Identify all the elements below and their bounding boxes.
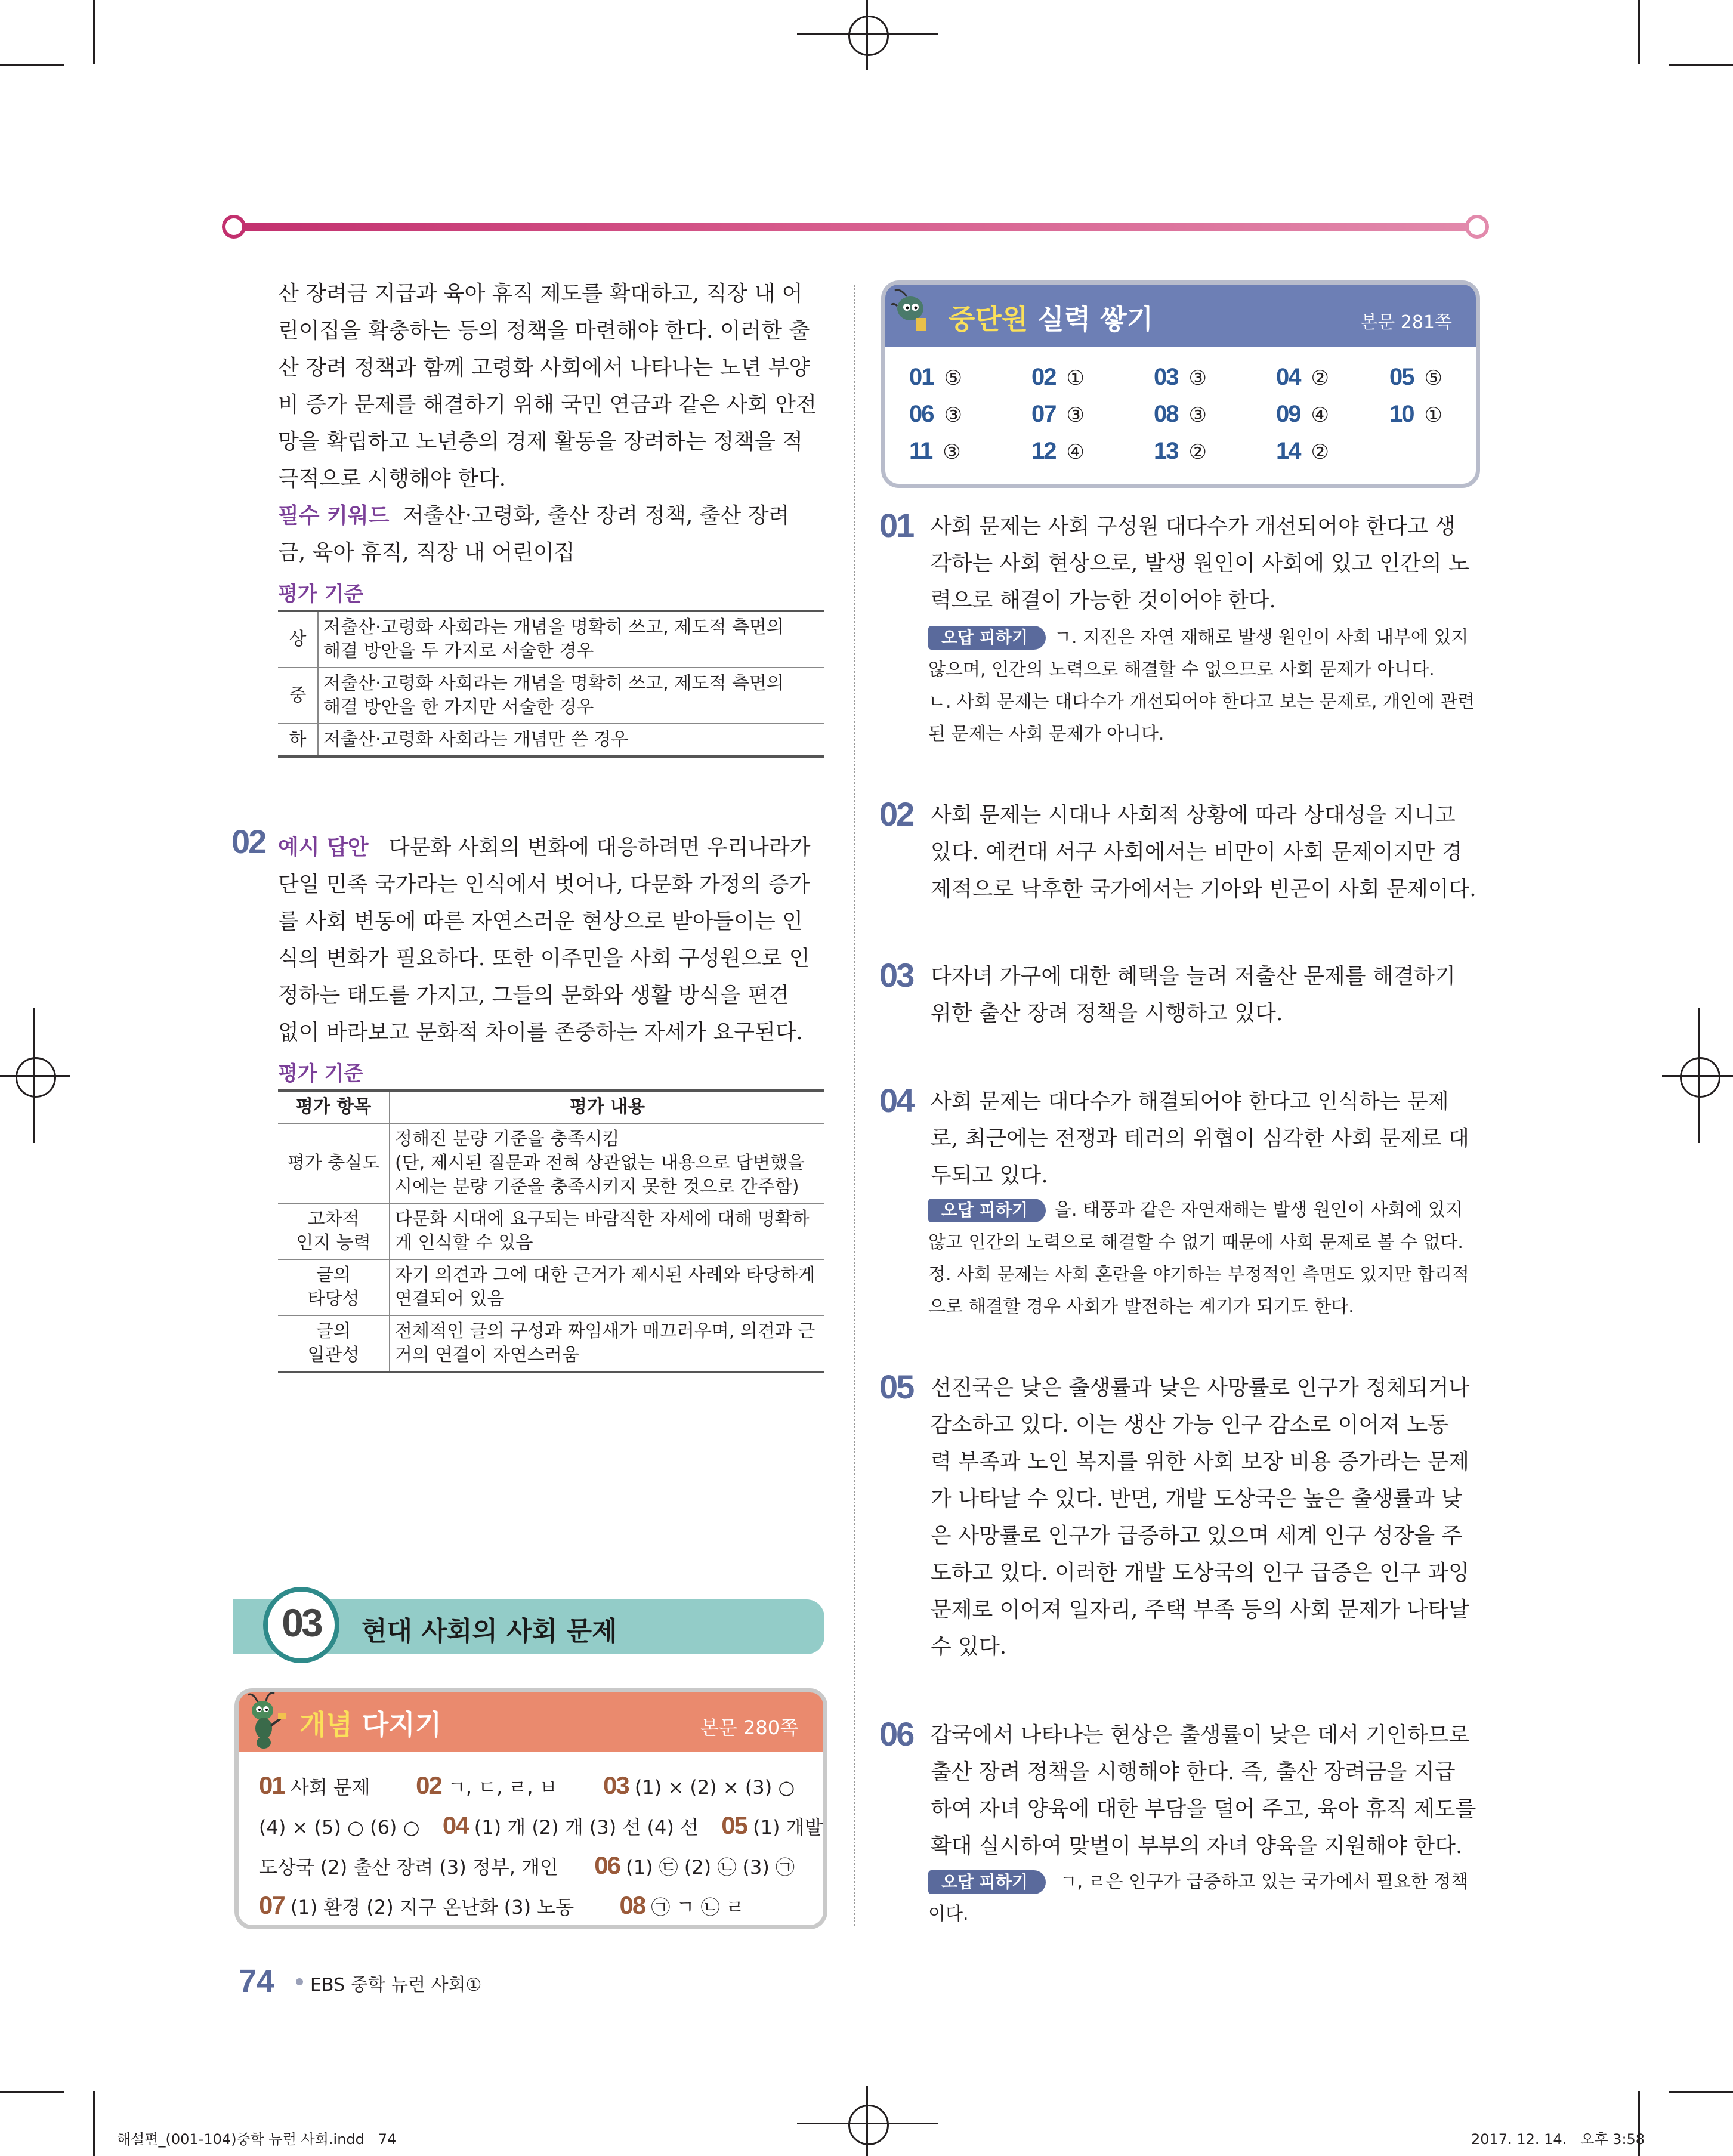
content-line: 시에는 분량 기준을 충족시키지 못한 것으로 간주함): [395, 1176, 799, 1197]
answer-value: ④: [1311, 403, 1329, 427]
text-line: 망을 확립하고 노년층의 경제 활동을 장려하는 정책을 적: [278, 430, 803, 454]
answer-row: [259, 1846, 814, 1886]
text-line: 산 장려 정책과 함께 고령화 사회에서 나타나는 노년 부양: [278, 356, 810, 380]
text-line: 확대 실시하여 맞벌이 부부의 자녀 양육을 지원해야 한다.: [931, 1834, 1463, 1858]
answer-item: [1031, 359, 1085, 400]
text-line: 사회 문제는 대다수가 해결되어야 한다고 인식하는 문제: [931, 1089, 1449, 1114]
answer-value: ③: [943, 440, 961, 464]
mid-page-ref: 본문 281쪽: [1360, 312, 1452, 333]
item-cell: [278, 1123, 390, 1203]
answer-number: 07: [259, 1891, 285, 1919]
answer-item: [1276, 396, 1329, 437]
text-line: 하여 자녀 양육에 대한 부담을 덜어 주고, 육아 휴직 제도를: [931, 1797, 1476, 1821]
answer-number: 07: [1031, 401, 1056, 427]
answer-text: 다문화 사회의 변화에 대응하려면 우리나라가: [388, 835, 811, 860]
answer-number: 12: [1031, 438, 1056, 464]
text-line: 로, 최근에는 전쟁과 테러의 위협이 심각한 사회 문제로 대: [931, 1126, 1469, 1151]
q02-answer: [278, 829, 827, 1051]
answer-item: [1154, 433, 1207, 474]
answer-value: ⑤: [944, 366, 962, 390]
table-row: [278, 611, 824, 668]
answer-item: [1031, 396, 1085, 437]
q03-number: 03: [879, 956, 913, 994]
answer-number: 04: [442, 1811, 468, 1839]
answer-text: 사회 문제: [290, 1776, 370, 1799]
q04-wrong-answer: [928, 1194, 1483, 1323]
answer-number: 11: [909, 438, 932, 464]
content-cell: [390, 1203, 824, 1259]
text-line: 사회 문제는 사회 구성원 대다수가 개선되어야 한다고 생: [931, 514, 1456, 539]
text-line: 비 증가 문제를 해결하기 위해 국민 연금과 같은 사회 안전: [278, 393, 817, 417]
q05-number: 05: [879, 1368, 913, 1406]
text-line: 식의 변화가 필요하다. 또한 이주민을 사회 구성원으로 인: [278, 946, 810, 971]
answer-number: 06: [594, 1851, 620, 1879]
item-line: 평가 충실도: [287, 1153, 380, 1173]
content-line: 다문화 시대에 요구되는 바람직한 자세에 대해 명확하: [395, 1209, 810, 1230]
mid-review-header: [885, 285, 1476, 347]
text-line: 문제로 이어져 일자리, 주택 부족 등의 사회 문제가 나타날: [931, 1598, 1469, 1622]
desc-line: 저출산·고령화 사회라는 개념을 명확히 쓰고, 제도적 측면의: [323, 673, 784, 694]
item-cell: [278, 1315, 390, 1372]
answer-number: 09: [1276, 401, 1300, 427]
text-line: [928, 1866, 1483, 1898]
content-line: 자기 의견과 그에 대한 근거가 제시된 사례와 타당하게: [395, 1265, 815, 1286]
answer-value: ④: [1066, 440, 1085, 464]
q02-number: 02: [231, 823, 265, 860]
desc-line: 저출산·고령화 사회라는 개념을 명확히 쓰고, 제도적 측면의: [323, 617, 784, 638]
text-line: 은 사망률로 인구가 급증하고 있으며 세계 인구 성장을 주: [931, 1524, 1463, 1548]
top-bar-dot-right: [1465, 215, 1489, 239]
keyword-text: 금, 육아 휴직, 직장 내 어린이집: [278, 540, 575, 565]
mid-title-b: 실력 쌓기: [1037, 303, 1154, 335]
text-line: 수 있다.: [931, 1635, 1007, 1659]
answer-text: ㄱ, ㄷ, ㄹ, ㅂ: [447, 1776, 558, 1799]
answer-item: [909, 433, 961, 474]
content-cell: [390, 1123, 824, 1203]
text-line: 극적으로 시행해야 한다.: [278, 467, 506, 491]
section-number: 03: [282, 1601, 321, 1645]
content-line: 거의 연결이 자연스러움: [395, 1345, 579, 1366]
answer-text: (1) ㉢ (2) ㉡ (3) ㉠: [626, 1856, 795, 1879]
answer-value: ③: [1188, 366, 1207, 390]
content-line: (단, 제시된 질문과 전혀 상관없는 내용으로 답변했을: [395, 1153, 805, 1173]
answer-item: [909, 396, 962, 437]
q02-right-number: 02: [879, 795, 913, 833]
answer-value: ①: [1066, 366, 1085, 390]
answer-value: ②: [1311, 366, 1329, 390]
q01-explanation: [931, 508, 1479, 619]
wrong-answer-badge: 오답 피하기: [928, 1199, 1046, 1222]
desc-cell: [318, 724, 824, 756]
text-line: 선진국은 낮은 출생률과 낮은 사망률로 인구가 정체되거나: [931, 1376, 1470, 1400]
text-line: 단일 민족 국가라는 인식에서 벗어나, 다문화 가정의 증가: [278, 872, 810, 897]
text-line: 제적으로 낙후한 국가에서는 기아와 빈곤이 사회 문제이다.: [931, 877, 1476, 901]
text-line: 를 사회 변동에 따른 자연스러운 현상으로 받아들이는 인: [278, 909, 803, 934]
text-line: 도하고 있다. 이러한 개발 도상국의 인구 급증은 인구 과잉: [931, 1561, 1469, 1585]
content-line: 정해진 분량 기준을 충족시킴: [395, 1129, 620, 1150]
item-line: 타당성: [307, 1289, 360, 1309]
answer-number: 05: [1389, 364, 1414, 390]
answer-value: ②: [1188, 440, 1207, 464]
answer-row: [259, 1886, 814, 1926]
text-line: 없이 바라보고 문화적 차이를 존중하는 자세가 요구된다.: [278, 1020, 803, 1045]
text-line: ㄴ. 사회 문제는 대다수가 개선되어야 한다고 보는 문제로, 개인에 관련: [928, 691, 1475, 712]
answer-value: ③: [1188, 403, 1207, 427]
answer-number: 08: [1154, 401, 1178, 427]
keyword-text: 저출산·고령화, 출산 장려 정책, 출산 장려: [403, 504, 790, 528]
print-date: 2017. 12. 14. 오후 3:58: [1471, 2131, 1645, 2148]
answer-text: ㉠ ㄱ ㉡ ㄹ: [651, 1896, 745, 1919]
answer-value: ③: [944, 403, 962, 427]
text-line: 다자녀 가구에 대한 혜택을 늘려 저출산 문제를 해결하기: [931, 964, 1456, 989]
concept-title: [299, 1703, 441, 1743]
item-line: 일관성: [307, 1345, 360, 1366]
table-row: [278, 1203, 824, 1259]
table-row: [278, 1259, 824, 1315]
answer-item: [1276, 359, 1329, 400]
desc-line: 해결 방안을 두 가지로 서술한 경우: [323, 641, 594, 662]
concept-title-a: 개념: [299, 1709, 353, 1741]
content-line: 게 인식할 수 있음: [395, 1233, 533, 1253]
text-line: 가 나타날 수 있다. 반면, 개발 도상국은 높은 출생률과 낮: [931, 1487, 1462, 1511]
answer-text: (1) 개 (2) 개 (3) 선 (4) 선: [474, 1816, 699, 1839]
intro-paragraph: [278, 276, 827, 572]
q04-explanation: [931, 1083, 1479, 1194]
text-line: 력으로 해결이 가능한 것이어야 한다.: [931, 588, 1276, 613]
answer-item: [1031, 433, 1085, 474]
answer-number: 03: [603, 1771, 629, 1799]
q02-explanation: [931, 797, 1479, 908]
answer-item: [1276, 433, 1329, 474]
item-cell: [278, 1203, 390, 1259]
answer-row: [259, 1806, 823, 1846]
text-line: 력 부족과 노인 복지를 위한 사회 보장 비용 증가라는 문제: [931, 1450, 1469, 1474]
page-number: 74: [239, 1963, 275, 1999]
item-line: 고차적: [307, 1209, 360, 1230]
text-line: 각하는 사회 현상으로, 발생 원인이 사회에 있고 인간의 노: [931, 551, 1469, 576]
answer-number: 02: [1031, 364, 1056, 390]
answer-number: 05: [721, 1811, 747, 1839]
keyword-line: [278, 498, 827, 535]
answer-number: 03: [1154, 364, 1178, 390]
top-bar: [229, 223, 1482, 231]
wrong-text: ㄱ, ㄹ은 인구가 급증하고 있는 국가에서 필요한 정책: [1059, 1871, 1469, 1892]
table-row: [278, 668, 824, 724]
table-header-row: [278, 1091, 824, 1123]
answer-value: ②: [1311, 440, 1329, 464]
answer-item: [909, 359, 962, 400]
text-line: 있다. 예컨대 서구 사회에서는 비만이 사회 문제이지만 경: [931, 840, 1463, 864]
item-line: 인지 능력: [296, 1233, 371, 1253]
evaluation-table: [278, 1089, 824, 1373]
keyword-label: 필수 키워드: [278, 504, 390, 528]
answer-number: 02: [416, 1771, 441, 1799]
answer-value: ⑤: [1424, 366, 1442, 390]
text-line: 산 장려금 지급과 육아 휴직 제도를 확대하고, 직장 내 어: [278, 282, 803, 306]
answer-text: (1) 환경 (2) 지구 온난화 (3) 노동: [290, 1896, 574, 1919]
criteria-table: [278, 610, 824, 758]
grade-cell: 하: [278, 724, 318, 756]
text-line: 정하는 태도를 가지고, 그들의 문화와 생활 방식을 편견: [278, 983, 789, 1008]
answer-value: ①: [1424, 403, 1442, 427]
ant-mascot-icon: [889, 285, 937, 344]
text-line: [928, 622, 1483, 654]
book-title: EBS 중학 뉴런 사회①: [310, 1975, 482, 1996]
file-name: 해설편_(001-104)중학 뉴런 사회.indd 74: [117, 2131, 397, 2148]
text-line: 않으며, 인간의 노력으로 해결할 수 없으므로 사회 문제가 아니다.: [928, 659, 1435, 680]
text-line: 린이집을 확충하는 등의 정책을 마련해야 한다. 이러한 출: [278, 319, 810, 343]
item-line: 글의: [316, 1321, 351, 1342]
q06-explanation: [931, 1717, 1479, 1865]
content-cell: [390, 1315, 824, 1372]
grade-cell: 상: [278, 611, 318, 668]
answer-text: (4) × (5) ○ (6) ○: [259, 1816, 420, 1839]
text-line: 않고 인간의 노력으로 해결할 수 없기 때문에 사회 문제로 볼 수 없다.: [928, 1232, 1463, 1253]
text-line: 갑국에서 나타나는 현상은 출생률이 낮은 데서 기인하므로: [931, 1723, 1470, 1747]
mid-title: [949, 298, 1153, 337]
content-line: 전체적인 글의 구성과 짜임새가 매끄러우며, 의견과 근: [395, 1321, 815, 1342]
column-header: 평가 항목: [278, 1091, 390, 1123]
item-cell: [278, 1259, 390, 1315]
q06-wrong-answer: [928, 1866, 1483, 1930]
text-line: 사회 문제는 시대나 사회적 상황에 따라 상대성을 지니고: [931, 803, 1456, 827]
q04-number: 04: [879, 1082, 913, 1119]
table-row: [278, 1123, 824, 1203]
text-line: 이다.: [928, 1904, 969, 1925]
answer-number: 06: [909, 401, 934, 427]
section-number-badge: [263, 1587, 339, 1663]
text-line: [278, 829, 827, 866]
example-answer-label: 예시 답안: [278, 835, 369, 860]
answer-number: 14: [1276, 438, 1300, 464]
answer-item: [1389, 396, 1442, 437]
criteria-label: 평가 기준: [278, 582, 364, 606]
concept-page-ref: 본문 280쪽: [700, 1716, 798, 1739]
concept-header: [239, 1692, 823, 1752]
table-row: [278, 724, 824, 756]
text-line: 으로 해결할 경우 사회가 발전하는 계기가 되기도 한다.: [928, 1296, 1354, 1317]
desc-line: 저출산·고령화 사회라는 개념만 쓴 경우: [323, 729, 629, 750]
column-header: 평가 내용: [390, 1091, 824, 1123]
answer-text: (1) × (2) × (3) ○: [634, 1776, 795, 1799]
answer-item: [1154, 396, 1207, 437]
content-line: 연결되어 있음: [395, 1289, 505, 1309]
answer-row: [259, 1766, 814, 1806]
desc-line: 해결 방안을 한 가지만 서술한 경우: [323, 697, 594, 718]
content-cell: [390, 1259, 824, 1315]
desc-cell: [318, 611, 824, 668]
section-title: 현대 사회의 사회 문제: [362, 1616, 617, 1647]
text-line: 된 문제는 사회 문제가 아니다.: [928, 724, 1164, 745]
answer-text: 도상국 (2) 출산 장려 (3) 정부, 개인: [259, 1856, 558, 1879]
answer-number: 01: [259, 1771, 285, 1799]
concept-title-b: 다지기: [362, 1709, 442, 1741]
ant-mascot-icon: [245, 1691, 292, 1751]
answer-value: ③: [1066, 403, 1085, 427]
text-line: [928, 1194, 1483, 1227]
answer-number: 08: [619, 1891, 645, 1919]
text-line: 위한 출산 장려 정책을 시행하고 있다.: [931, 1001, 1283, 1026]
text-line: 정. 사회 문제는 사회 혼란을 야기하는 부정적인 측면도 있지만 합리적: [928, 1264, 1469, 1285]
answer-text: (1) 개발: [753, 1816, 823, 1839]
answer-number: 13: [1154, 438, 1178, 464]
grade-cell: 중: [278, 668, 318, 724]
answer-number: 10: [1389, 401, 1414, 427]
answer-item: [1154, 359, 1207, 400]
answer-item: [1389, 359, 1442, 400]
q01-wrong-answer: [928, 622, 1483, 750]
concept-review-box: [234, 1688, 827, 1929]
mid-title-a: 중단원: [949, 303, 1028, 335]
text-line: 감소하고 있다. 이는 생산 가능 인구 감소로 이어져 노동: [931, 1413, 1449, 1437]
wrong-answer-badge: 오답 피하기: [928, 626, 1046, 650]
concept-answers: [259, 1766, 823, 1926]
q06-number: 06: [879, 1715, 913, 1753]
answer-number: 01: [909, 364, 934, 390]
column-divider: [854, 285, 855, 1926]
text-line: 출산 장려 정책을 시행해야 한다. 즉, 출산 장려금을 지급: [931, 1760, 1456, 1784]
item-line: 글의: [316, 1265, 351, 1286]
criteria-label: 평가 기준: [278, 1062, 364, 1086]
top-bar-dot-left: [222, 215, 246, 239]
table-row: [278, 1315, 824, 1372]
q01-number: 01: [879, 506, 913, 544]
desc-cell: [318, 668, 824, 724]
wrong-answer-badge: 오답 피하기: [928, 1870, 1046, 1894]
wrong-text: ㄱ. 지진은 자연 재해로 발생 원인이 사회 내부에 있지: [1054, 627, 1469, 648]
wrong-text: 을. 태풍과 같은 자연재해는 발생 원인이 사회에 있지: [1054, 1200, 1463, 1221]
bullet-icon: [296, 1978, 303, 1985]
text-line: 두되고 있다.: [931, 1163, 1048, 1188]
answer-number: 04: [1276, 364, 1300, 390]
q03-explanation: [931, 958, 1479, 1032]
mid-review-box: [881, 280, 1480, 488]
q05-explanation: [931, 1370, 1479, 1666]
